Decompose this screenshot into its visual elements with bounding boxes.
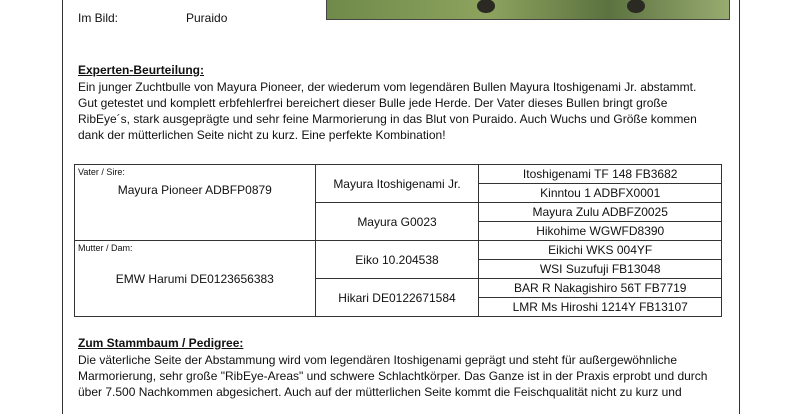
pedigree-table bbox=[74, 164, 722, 317]
ds-dam-cell: WSI Suzufuji FB13048 bbox=[479, 260, 722, 279]
assessment-line: dank der mütterlichen Seite nicht zu kurz. Eine perfekte Kombination! bbox=[78, 128, 446, 142]
pedigree-line: Die väterliche Seite der Abstammung wird vom legendären Itoshigenami geprägt und steht für außergewöhnliche bbox=[78, 353, 678, 367]
assessment-line: Gut getestet und komplett erbfehlerfrei bereichert dieser Bulle jede Herde. Der Vater dieses Bullen bringt große bbox=[78, 96, 668, 110]
ds-sire-cell: Eikichi WKS 004YF bbox=[479, 241, 722, 260]
dam-dam-cell: Hikari DE0122671584 bbox=[315, 279, 479, 317]
pedigree-line: über 7.500 Nachkommen abgesichert. Auch auf der mütterlichen Seite kommt die Feischqualität nicht zu kurz und bbox=[78, 385, 682, 399]
dam-label: Mutter / Dam: bbox=[78, 243, 133, 253]
ss-dam-cell: Kinntou 1 ADBFX0001 bbox=[479, 184, 722, 203]
ss-sire-cell: Itoshigenami TF 148 FB3682 bbox=[479, 165, 722, 184]
sire-sire-cell: Mayura Itoshigenami Jr. bbox=[315, 165, 479, 203]
pedigree-text bbox=[78, 352, 718, 400]
sire-label: Vater / Sire: bbox=[78, 167, 125, 177]
assessment-line: RibEye´s, stark ausgeprägte und sehr feine Marmorierung in das Blut von Puraido. Auch Wuchs und Größe kommen bbox=[78, 112, 697, 126]
dd-sire-cell: BAR R Nakagishiro 56T FB7719 bbox=[479, 279, 722, 298]
assessment-text bbox=[78, 79, 718, 143]
dd-dam-cell: LMR Ms Hiroshi 1214Y FB13107 bbox=[479, 298, 722, 317]
dam-sire-cell: Eiko 10.204538 bbox=[315, 241, 479, 279]
sire-dam-cell: Mayura G0023 bbox=[315, 203, 479, 241]
cattle-photo bbox=[326, 0, 730, 20]
assessment-line: Ein junger Zuchtbulle von Mayura Pioneer, der wiederum vom legendären Bullen Mayura Itoshigenami Jr. abstammt. bbox=[78, 80, 697, 94]
pedigree-heading: Zum Stammbaum / Pedigree: bbox=[78, 336, 244, 350]
im-bild-label: Im Bild: bbox=[78, 11, 119, 25]
assessment-heading: Experten-Beurteilung: bbox=[78, 63, 205, 77]
sd-sire-cell: Mayura Zulu ADBFZ0025 bbox=[479, 203, 722, 222]
pedigree-line: Marmorierung, sehr große "RibEye-Areas" und schwere Schlachtkörper. Das Ganze ist in der Praxis erprobt und durch bbox=[78, 369, 708, 383]
sire-cell bbox=[75, 165, 316, 241]
dam-name: EMW Harumi DE0123656383 bbox=[115, 271, 274, 286]
im-bild-value: Puraido bbox=[186, 11, 228, 25]
sire-name: Mayura Pioneer ADBFP0879 bbox=[117, 182, 272, 197]
dam-cell bbox=[75, 241, 316, 317]
sd-dam-cell: Hikohime WGWFD8390 bbox=[479, 222, 722, 241]
